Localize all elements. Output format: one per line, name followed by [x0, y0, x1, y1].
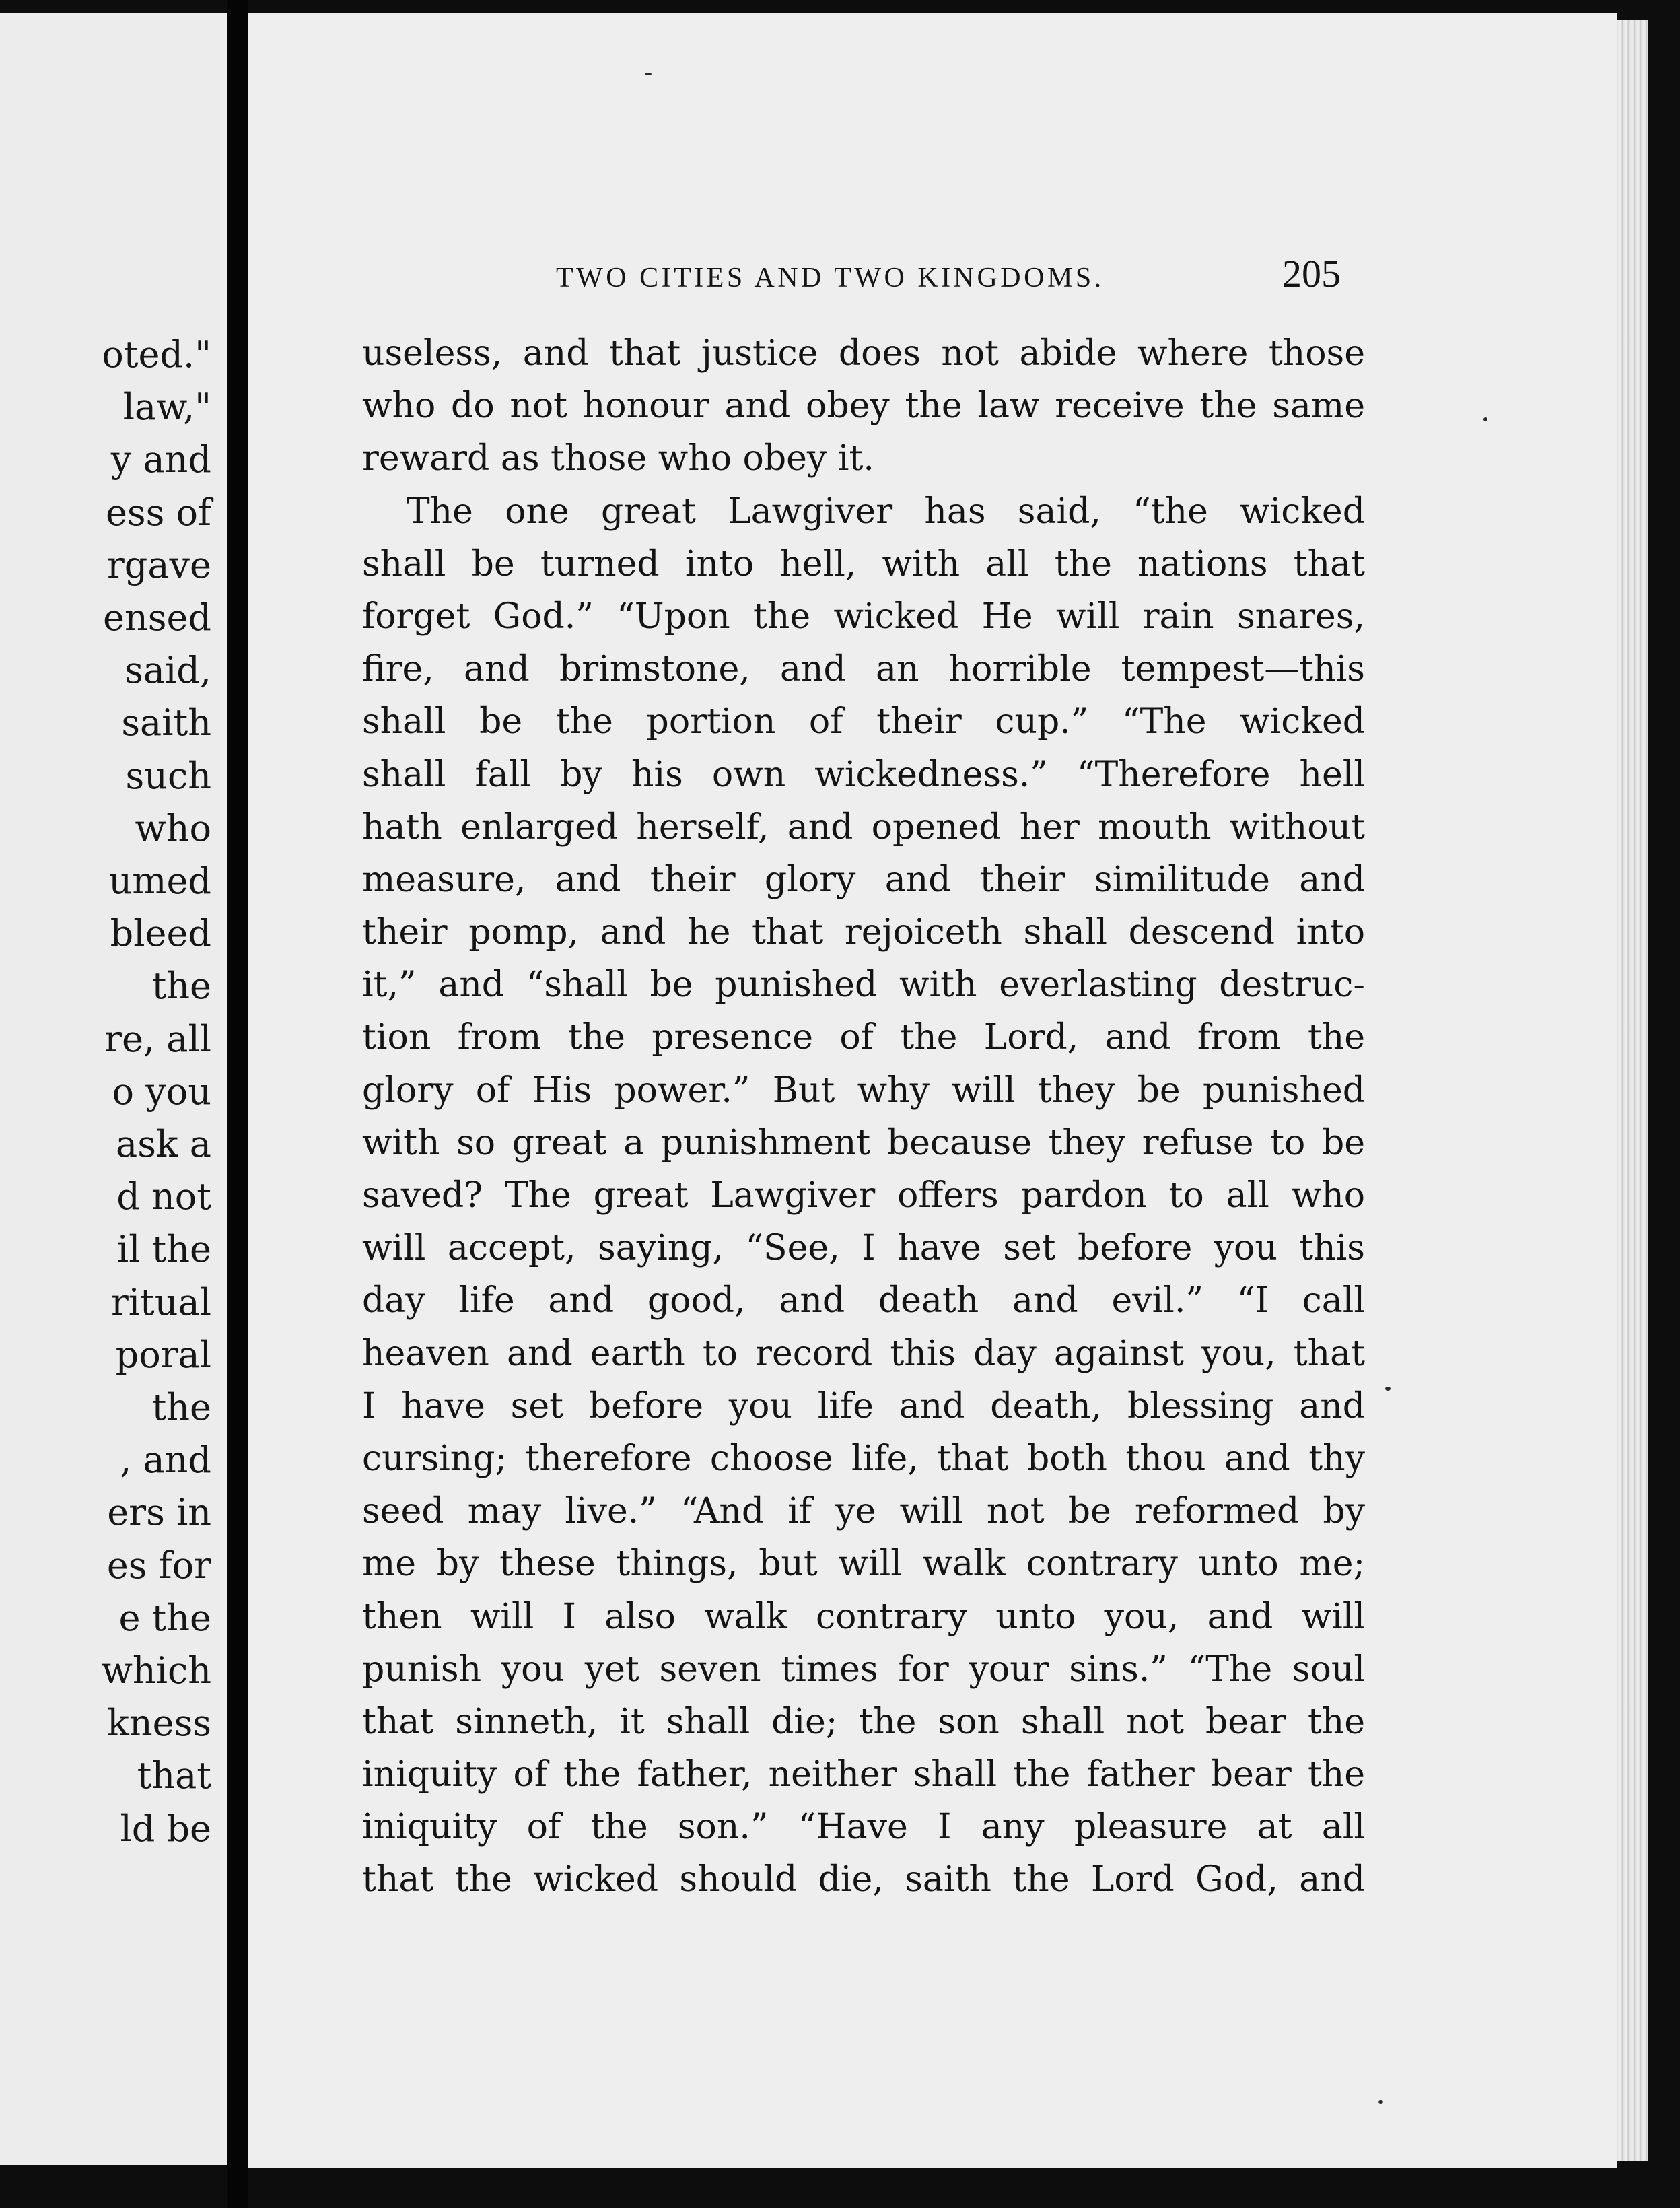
- text-line: heaven and earth to record this day against you, that: [362, 1333, 1365, 1374]
- text-line: their pomp, and he that rejoiceth shall descend into: [362, 912, 1365, 953]
- text-line: that sinneth, it shall die; the son shall not bear the: [362, 1701, 1365, 1742]
- left-line: saith: [121, 701, 211, 745]
- text-line: iniquity of the son.” “Have I any pleasure at all: [362, 1807, 1365, 1848]
- left-line: ask a: [116, 1123, 211, 1166]
- left-line: ld be: [120, 1807, 211, 1850]
- text-line: me by these things, but will walk contrary unto me;: [362, 1544, 1365, 1585]
- running-title: TWO CITIES AND TWO KINGDOMS.: [556, 263, 1105, 294]
- text-line: The one great Lawgiver has said, “the wicked: [407, 491, 1365, 532]
- running-head: [556, 252, 1341, 318]
- text-line: seed may live.” “And if ye will not be reformed by: [362, 1491, 1365, 1532]
- text-line: will accept, saying, “See, I have set before you this: [362, 1228, 1365, 1269]
- left-line: o you: [112, 1070, 211, 1113]
- text-line: saved? The great Lawgiver offers pardon to all who: [362, 1175, 1365, 1216]
- text-line: punish you yet seven times for your sins.” “The soul: [362, 1649, 1365, 1690]
- text-line: useless, and that justice does not abide where those: [362, 333, 1365, 374]
- left-line: who: [135, 806, 211, 850]
- left-line: ers in: [107, 1491, 211, 1534]
- text-line: shall be the portion of their cup.” “The wicked: [362, 701, 1365, 743]
- text-line: reward as those who obey it.: [362, 438, 874, 479]
- text-line: day life and good, and death and evil.” “I call: [362, 1280, 1365, 1321]
- left-line: kness: [107, 1702, 211, 1745]
- left-line: y and: [110, 438, 211, 481]
- body-text: [362, 327, 1365, 1906]
- page-number: 205: [1282, 252, 1341, 296]
- left-line: d not: [116, 1175, 211, 1218]
- text-line: shall fall by his own wickedness.” “Therefore hell: [362, 754, 1365, 795]
- text-line: shall be turned into hell, with all the nations that: [362, 543, 1365, 584]
- ink-speck: [1483, 417, 1488, 421]
- left-line: ritual: [110, 1280, 211, 1323]
- text-line: who do not honour and obey the law receive the same: [362, 386, 1365, 427]
- left-line: the: [151, 965, 211, 1008]
- text-line: glory of His power.” But why will they be punished: [362, 1070, 1365, 1111]
- text-line: then will I also walk contrary unto you, and will: [362, 1596, 1365, 1637]
- left-line: rgave: [106, 543, 211, 586]
- left-line: il the: [116, 1228, 211, 1271]
- left-line: the: [151, 1386, 211, 1429]
- left-line: which: [101, 1649, 211, 1692]
- text-line: measure, and their glory and their similitude and: [362, 859, 1365, 900]
- left-line: umed: [108, 860, 211, 903]
- left-line: poral: [115, 1333, 211, 1376]
- left-line: law,": [123, 386, 211, 429]
- page-edges: [1617, 20, 1648, 2161]
- ink-speck: [1378, 2100, 1383, 2104]
- left-line: bleed: [110, 912, 211, 955]
- left-line: ensed: [103, 596, 211, 640]
- text-line: that the wicked should die, saith the Lord God, and: [362, 1859, 1365, 1900]
- left-page: [0, 13, 228, 2165]
- left-page-text: [102, 329, 211, 1855]
- text-line: I have set before you life and death, blessing and: [362, 1385, 1365, 1426]
- text-line: tion from the presence of the Lord, and from the: [362, 1017, 1365, 1058]
- text-line: iniquity of the father, neither shall the father bear the: [362, 1754, 1365, 1795]
- text-line: cursing; therefore choose life, that both thou and thy: [362, 1438, 1365, 1479]
- left-line: that: [137, 1754, 211, 1797]
- left-line: e the: [118, 1596, 211, 1639]
- left-line: es for: [106, 1544, 211, 1587]
- left-line: such: [125, 754, 211, 797]
- left-line: oted.": [102, 333, 211, 376]
- left-line: , and: [120, 1439, 211, 1482]
- text-line: fire, and brimstone, and an horrible tempest—this: [362, 649, 1365, 690]
- ink-speck: [645, 73, 652, 75]
- text-line: hath enlarged herself, and opened her mouth without: [362, 806, 1365, 848]
- left-line: ess of: [105, 491, 211, 534]
- left-line: re, all: [104, 1017, 211, 1060]
- text-line: with so great a punishment because they refuse to be: [362, 1122, 1365, 1163]
- text-line: forget God.” “Upon the wicked He will rain snares,: [362, 596, 1365, 637]
- left-line: said,: [125, 649, 211, 692]
- text-line: it,” and “shall be punished with everlasting destruc-: [362, 965, 1365, 1006]
- gutter-shadow: [228, 0, 248, 2208]
- ink-speck: [1385, 1387, 1391, 1391]
